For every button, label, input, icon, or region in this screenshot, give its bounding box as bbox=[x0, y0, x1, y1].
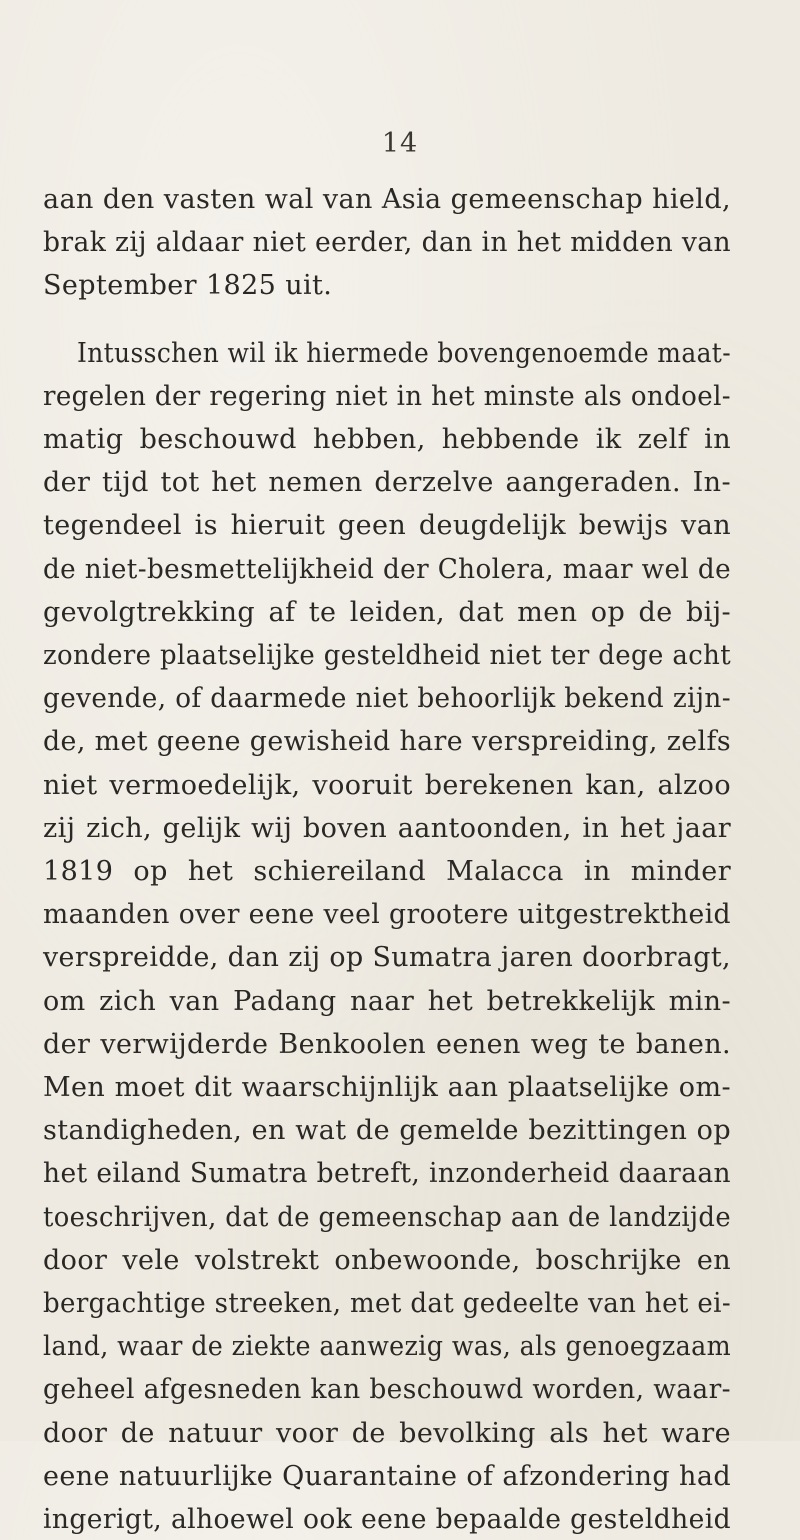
text-line: land, waar de ziekte aanwezig was, als genoegzaam bbox=[43, 1331, 731, 1363]
text-line: maanden over eene veel grootere uitgestrektheid bbox=[43, 899, 731, 931]
text-line: der verwijderde Benkoolen eenen weg te banen. bbox=[43, 1028, 731, 1060]
text-line: het eiland Sumatra betreft, inzonderheid daaraan bbox=[43, 1158, 731, 1190]
text-line: tegendeel is hieruit geen deugdelijk bewijs van bbox=[43, 510, 731, 542]
text-line: gevolgtrekking af te leiden, dat men op de bij- bbox=[43, 596, 731, 628]
text-line: de niet-besmettelijkheid der Cholera, maar wel de bbox=[43, 553, 731, 585]
text-line: matig beschouwd hebben, hebbende ik zelf in bbox=[43, 424, 731, 455]
text-line: om zich van Padang naar het betrekkelijk min- bbox=[43, 985, 731, 1017]
text-line: bergachtige streeken, met dat gedeelte van het ei- bbox=[43, 1288, 731, 1319]
text-line: 1819 op het schiereiland Malacca in minder bbox=[43, 856, 731, 887]
text-line: September 1825 uit. bbox=[43, 270, 333, 302]
text-line: aan den vasten wal van Asia gemeenschap hield, bbox=[43, 184, 731, 215]
page-number: 14 bbox=[381, 128, 419, 159]
text-line: standigheden, en wat de gemelde bezittingen op bbox=[43, 1115, 731, 1147]
text-line: door de natuur voor de bevolking als het ware bbox=[43, 1417, 731, 1449]
text-line: Intusschen wil ik hiermede bovengenoemde maat- bbox=[77, 337, 731, 369]
text-line: door vele volstrekt onbewoonde, boschrijke en bbox=[43, 1244, 731, 1276]
text-line: zij zich, gelijk wij boven aantoonden, in het jaar bbox=[43, 812, 731, 844]
text-line: gevende, of daarmede niet behoorlijk bekend zijn- bbox=[43, 683, 731, 715]
text-line: Men moet dit waarschijnlijk aan plaatselijke om- bbox=[43, 1072, 731, 1103]
text-line: verspreidde, dan zij op Sumatra jaren doorbragt, bbox=[43, 942, 731, 974]
text-line: eene natuurlijke Quarantaine of afzondering had bbox=[43, 1460, 731, 1492]
text-line: niet vermoedelijk, vooruit berekenen kan, alzoo bbox=[43, 769, 731, 801]
text-line: zondere plaatselijke gesteldheid niet ter dege acht bbox=[43, 640, 731, 671]
text-line: der tijd tot het nemen derzelve aangeraden. In- bbox=[43, 467, 731, 499]
text-line: ingerigt, alhoewel ook eene bepaalde gesteldheid bbox=[43, 1504, 731, 1535]
text-line: geheel afgesneden kan beschouwd worden, waar- bbox=[43, 1374, 731, 1406]
text-line: toeschrijven, dat de gemeenschap aan de landzijde bbox=[43, 1201, 731, 1233]
text-line: de, met geene gewisheid hare verspreiding, zelfs bbox=[43, 726, 731, 758]
text-line: regelen der regering niet in het minste als ondoel- bbox=[43, 380, 731, 412]
text-line: brak zij aldaar niet eerder, dan in het midden van bbox=[43, 227, 731, 259]
